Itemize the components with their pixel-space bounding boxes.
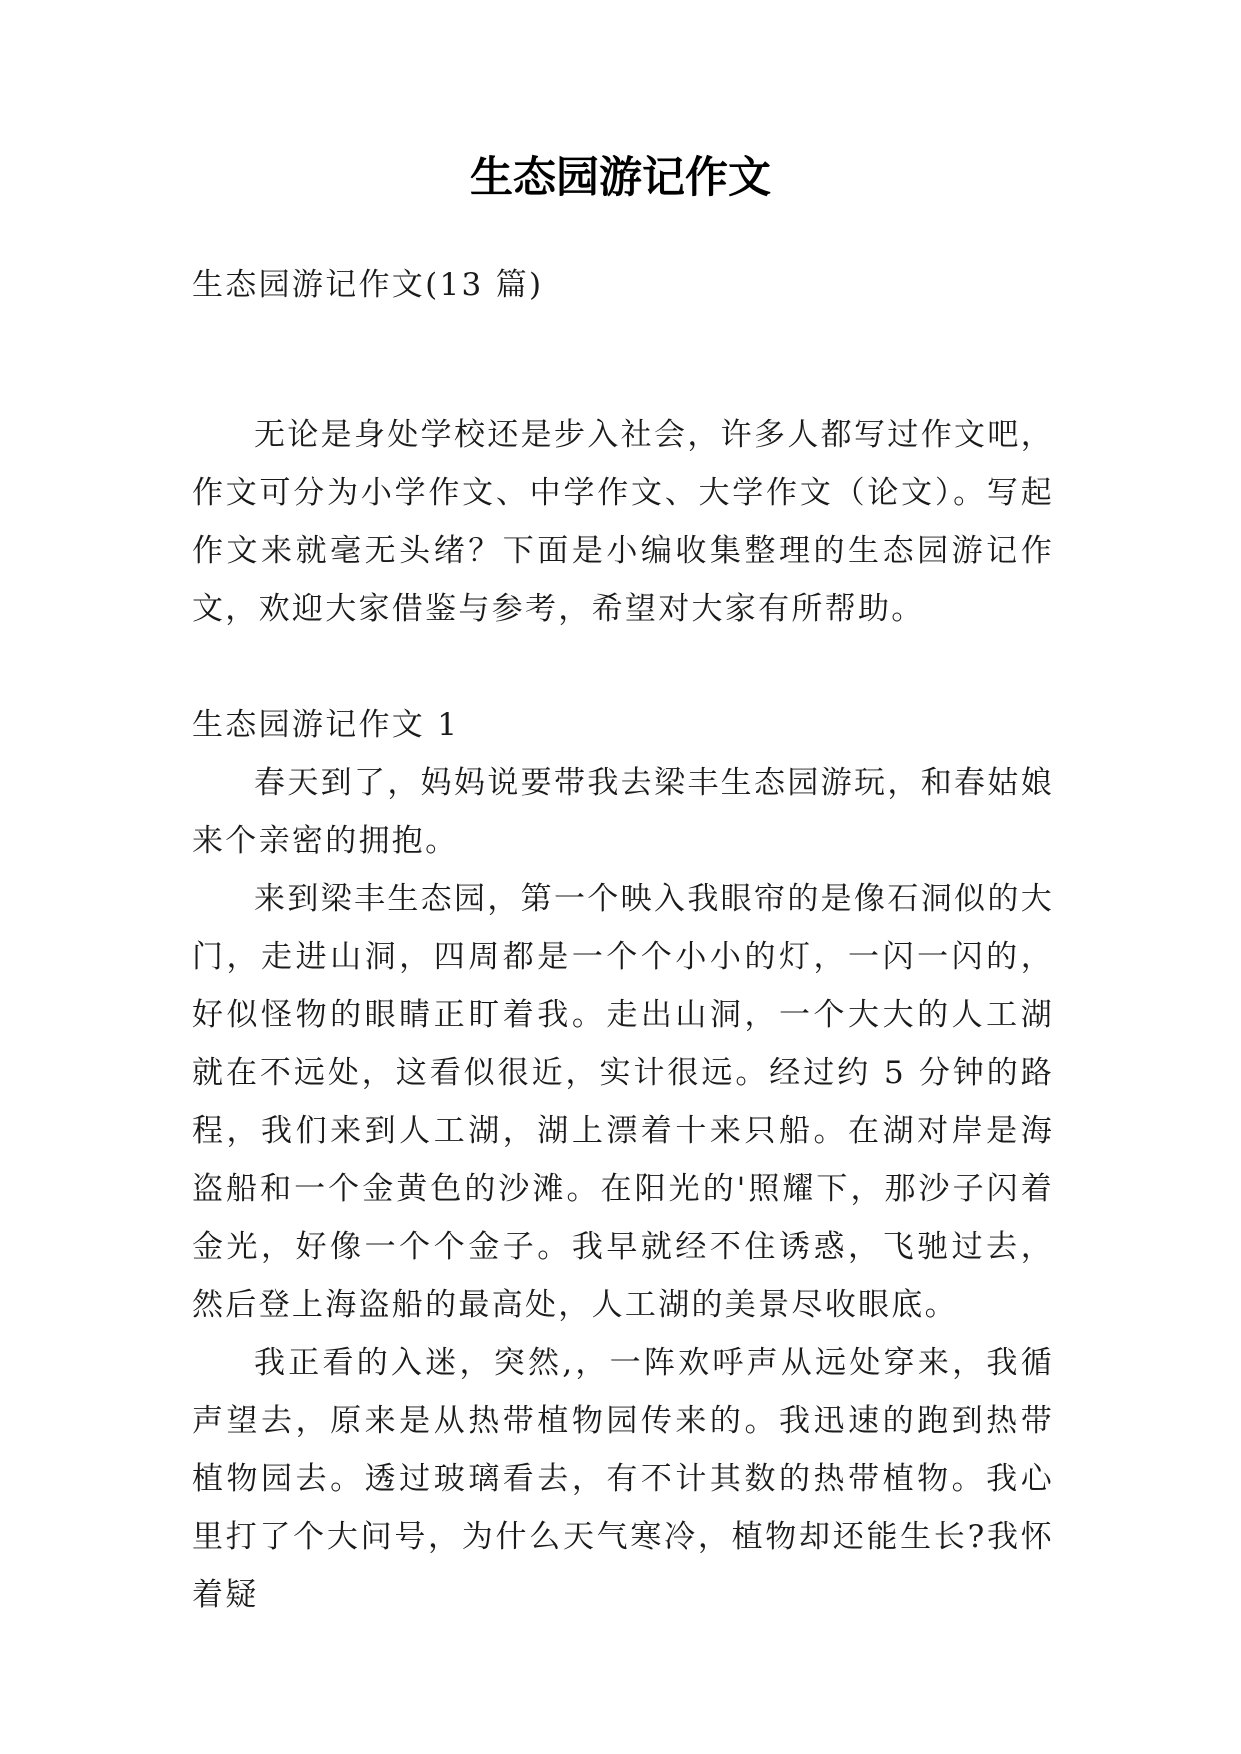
section-heading: 生态园游记作文 1 <box>192 707 460 743</box>
essay-section <box>192 696 1054 1624</box>
document-title: 生态园游记作文 <box>470 153 771 203</box>
essay-paragraph-3: 我正看的入迷，突然,，一阵欢呼声从远处穿来，我循声望去，原来是从热带植物园传来的。我迅速的跑到热带植物园去。透过玻璃看去，有不计其数的热带植物。我心里打了个大问号，为什么天气寒冷，植物却还能生长?我怀着疑 <box>192 1345 1054 1613</box>
intro-section <box>192 406 1054 638</box>
document-subtitle: 生态园游记作文(13 篇) <box>192 267 544 303</box>
essay-paragraph-2: 来到梁丰生态园，第一个映入我眼帘的是像石洞似的大门，走进山洞，四周都是一个个小小的灯，一闪一闪的，好似怪物的眼睛正盯着我。走出山洞，一个大大的人工湖就在不远处，这看似很近，实计很远。经过约 5 分钟的路程，我们来到人工湖，湖上漂着十来只船。在湖对岸是海盗船和一个金黄色的沙滩。在阳光的'照耀下，那沙子闪着金光，好像一个个金子。我早就经不住诱惑，飞驰过去，然后登上海盗船的最高处，人工湖的美景尽收眼底。 <box>192 881 1054 1323</box>
intro-paragraph: 无论是身处学校还是步入社会，许多人都写过作文吧，作文可分为小学作文、中学作文、大学作文（论文）。写起作文来就毫无头绪？下面是小编收集整理的生态园游记作文，欢迎大家借鉴与参考，希望对大家有所帮助。 <box>192 417 1054 627</box>
essay-paragraph-1: 春天到了，妈妈说要带我去梁丰生态园游玩，和春姑娘来个亲密的拥抱。 <box>192 765 1054 859</box>
